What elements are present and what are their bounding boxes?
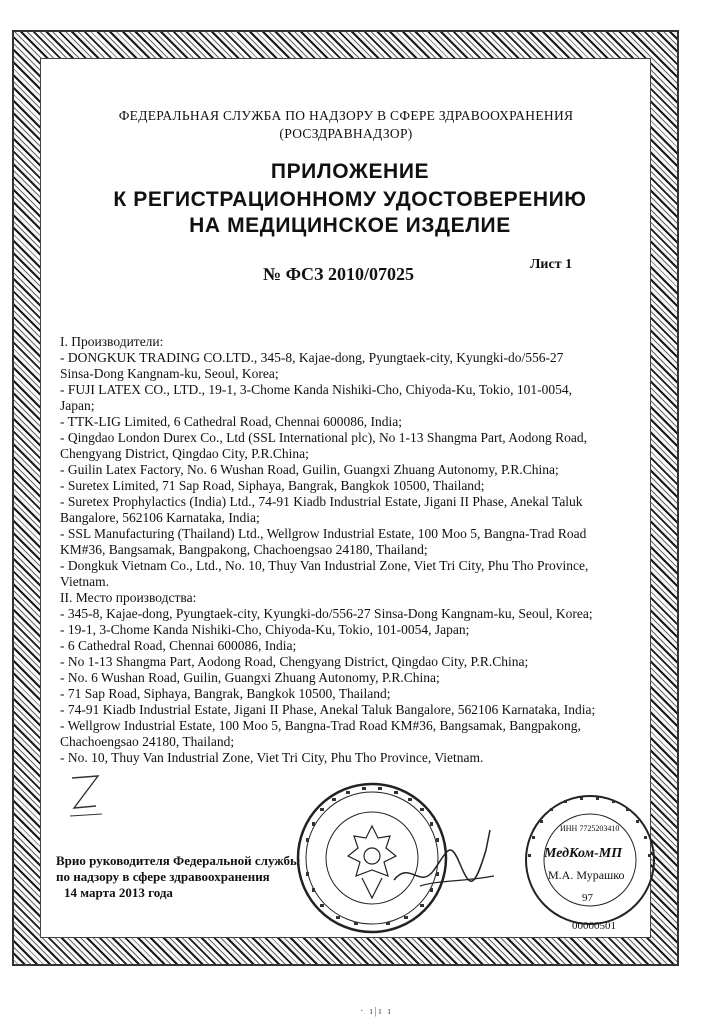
company-stamp-number: 97	[582, 892, 593, 904]
body-line: - SSL Manufacturing (Thailand) Ltd., Wellgrow Industrial Estate, 100 Moo 5, Bangna-Trad Road	[60, 526, 587, 541]
body-line: - Dongkuk Vietnam Co., Ltd., No. 10, Thuy Van Industrial Zone, Viet Tri City, Phu Tho Province,	[60, 558, 589, 573]
body-line: Chengyang District, Qingdao City, P.R.China;	[60, 446, 309, 461]
body-line: - Wellgrow Industrial Estate, 100 Moo 5, Bangna-Trad Road KM#36, Bangsamak, Bangpakong,	[60, 718, 581, 733]
body-line: - Guilin Latex Factory, No. 6 Wushan Road, Guilin, Guangxi Zhuang Autonomy, P.R.China;	[60, 462, 559, 477]
body-line: I. Производители:	[60, 334, 164, 349]
body-line: Bangalore, 562106 Karnataka, India;	[60, 510, 260, 525]
body-line: - DONGKUK TRADING CO.LTD., 345-8, Kajae-dong, Pyungtaek-city, Kyungki-do/556-27	[60, 350, 564, 365]
body-line: - Suretex Prophylactics (India) Ltd., 74-91 Kiadb Industrial Estate, Jigani II Phase, Anekal Taluk	[60, 494, 583, 509]
body-line: - Suretex Limited, 71 Sap Road, Siphaya, Bangrak, Bangkok 10500, Thailand;	[60, 478, 485, 493]
body-line: Vietnam.	[60, 574, 110, 589]
body-line: - No. 10, Thuy Van Industrial Zone, Viet Tri City, Phu Tho Province, Vietnam.	[60, 750, 484, 765]
title-line-3: НА МЕДИЦИНСКОЕ ИЗДЕЛИЕ	[189, 214, 511, 237]
handwritten-mark	[66, 770, 106, 820]
title-line-1: ПРИЛОЖЕНИЕ	[270, 160, 430, 183]
scan-artifact: · ı|ı ı	[360, 1006, 393, 1017]
company-stamp-signer: М.А. Мурашко	[548, 868, 625, 882]
body-line: - Qingdao London Durex Co., Ltd (SSL International plc), No 1-13 Shangma Part, Aodong Road,	[60, 430, 588, 445]
body-line: - 19-1, 3-Chome Kanda Nishiki-Cho, Chiyoda-Ku, Tokio, 101-0054, Japan;	[60, 622, 470, 637]
signatory-title: Врио руководителя Федеральной службы	[56, 853, 301, 868]
company-stamp-inn: ИНН 7725203410	[560, 824, 620, 833]
body-line: - 71 Sap Road, Siphaya, Bangrak, Bangkok 10500, Thailand;	[60, 686, 391, 701]
body-line: - 74-91 Kiadb Industrial Estate, Jigani II Phase, Anekal Taluk Bangalore, 562106 Karnataka, India;	[60, 702, 596, 717]
body-line: Japan;	[60, 398, 95, 413]
company-stamp-brand: МедКом-МП	[544, 846, 623, 861]
agency-abbrev: (РОСЗДРАВНАДЗОР)	[279, 126, 413, 141]
title-line-2: К РЕГИСТРАЦИОННОМУ УДОСТОВЕРЕНИЮ	[113, 188, 587, 211]
body-line: - No. 6 Wushan Road, Guilin, Guangxi Zhuang Autonomy, P.R.China;	[60, 670, 440, 685]
body-line: Sinsa-Dong Kangnam-ku, Seoul, Korea;	[60, 366, 279, 381]
agency-name: ФЕДЕРАЛЬНАЯ СЛУЖБА ПО НАДЗОРУ В СФЕРЕ ЗДРАВООХРАНЕНИЯ	[118, 108, 574, 123]
sheet-label: Лист 1	[530, 257, 573, 272]
body-line: - 6 Cathedral Road, Chennai 600086, India;	[60, 638, 297, 653]
registration-number: № ФСЗ 2010/07025	[263, 264, 415, 284]
body-line: - FUJI LATEX CO., LTD., 19-1, 3-Chome Kanda Nishiki-Cho, Chiyoda-Ku, Tokio, 101-0054,	[60, 382, 573, 397]
body-line: - TTK-LIG Limited, 6 Cathedral Road, Chennai 600086, India;	[60, 414, 403, 429]
body-line: Chachoengsao 24180, Thailand;	[60, 734, 235, 749]
body-line: II. Место производства:	[60, 590, 197, 605]
signatory-title-2: по надзору в сфере здравоохранения	[56, 869, 270, 884]
signature-date: 14 марта 2013 года	[64, 885, 173, 900]
document-body	[60, 334, 632, 766]
handwritten-signature	[390, 820, 500, 900]
body-line: KM#36, Bangsamak, Bangpakong, Chachoengsao 24180, Thailand;	[60, 542, 428, 557]
body-line: - 345-8, Kajae-dong, Pyungtaek-city, Kyungki-do/556-27 Sinsa-Dong Kangnam-ku, Seoul, Korea;	[60, 606, 593, 621]
company-stamp-serial: 00000501	[572, 920, 616, 932]
body-line: - No 1-13 Shangma Part, Aodong Road, Chengyang District, Qingdao City, P.R.China;	[60, 654, 529, 669]
